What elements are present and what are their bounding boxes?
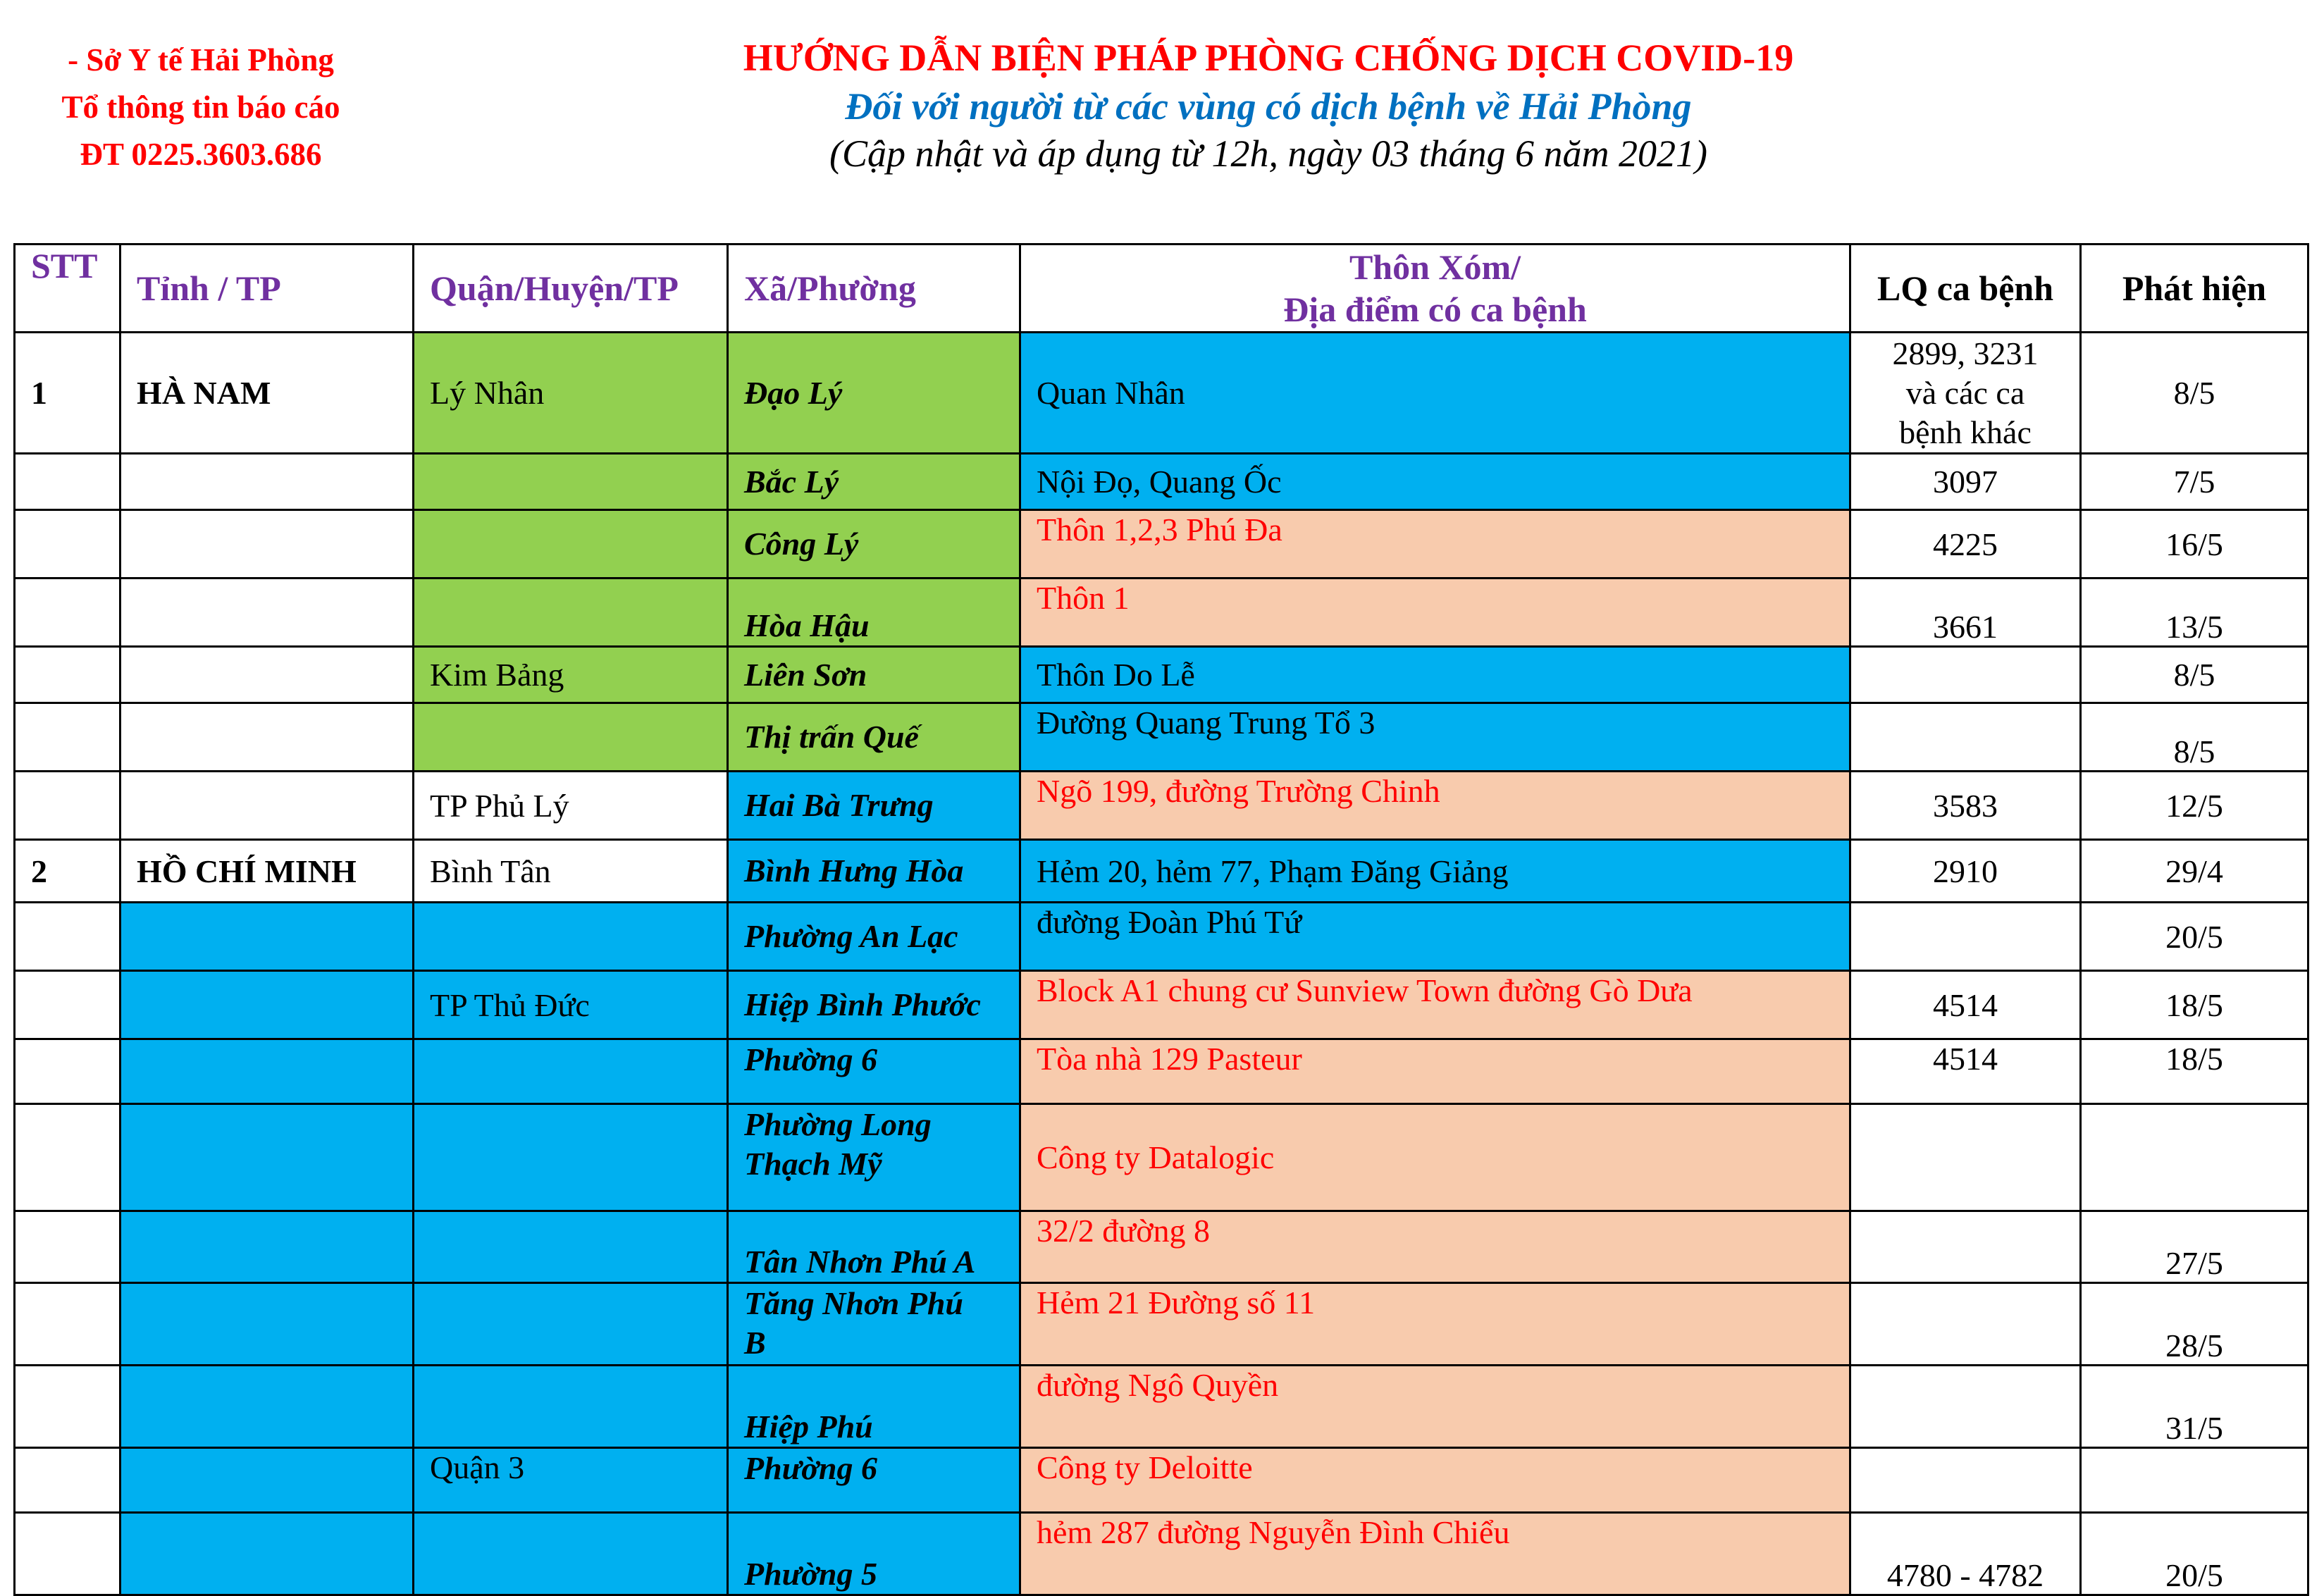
header-ward: Xã/Phường <box>728 245 1020 333</box>
cell-detected: 13/5 <box>2081 579 2308 647</box>
cell-ward: Hiệp Bình Phước <box>728 971 1020 1039</box>
cell-province <box>120 1039 414 1104</box>
cell-location: đường Đoàn Phú Tứ <box>1020 903 1850 971</box>
cell-district: Kim Bảng <box>414 647 728 703</box>
table-row <box>15 1513 2308 1595</box>
cell-location: Hẻm 20, hẻm 77, Phạm Đăng Giảng <box>1020 840 1850 903</box>
header-location-line1: Thôn Xóm/ <box>1349 247 1521 287</box>
cell-district: TP Thủ Đức <box>414 971 728 1039</box>
cell-related-cases <box>1850 647 2081 703</box>
cell-related-cases <box>1850 903 2081 971</box>
header-location-line2: Địa điểm có ca bệnh <box>1283 290 1587 329</box>
cell-province <box>120 579 414 647</box>
cell-detected: 27/5 <box>2081 1211 2308 1283</box>
ward-line1: Phường Long <box>744 1106 932 1142</box>
table-row <box>15 333 2308 454</box>
cell-province <box>120 1283 414 1366</box>
cell-province <box>120 703 414 772</box>
cell-stt <box>15 971 120 1039</box>
organization-info <box>14 37 388 178</box>
cell-detected: 8/5 <box>2081 333 2308 454</box>
table-row <box>15 1104 2308 1211</box>
document-date: (Cập nhật và áp dụng từ 12h, ngày 03 tháng 6 năm 2021) <box>829 132 1707 175</box>
cell-district <box>414 1211 728 1283</box>
cell-related-cases <box>1850 703 2081 772</box>
cell-stt <box>15 1211 120 1283</box>
header-detected: Phát hiện <box>2081 245 2308 333</box>
ward-line1: Tăng Nhơn Phú <box>744 1285 964 1321</box>
cell-province <box>120 971 414 1039</box>
cell-ward: Phường 6 <box>728 1448 1020 1513</box>
related-cases-line1: 2899, 3231 <box>1892 335 2039 371</box>
table-row <box>15 579 2308 647</box>
cell-stt <box>15 903 120 971</box>
cell-location: đường Ngô Quyền <box>1020 1366 1850 1448</box>
cell-ward: Phường An Lạc <box>728 903 1020 971</box>
cell-ward <box>728 1283 1020 1366</box>
cell-ward <box>728 1104 1020 1211</box>
related-cases-line2: và các ca <box>1905 374 2025 411</box>
header-district: Quận/Huyện/TP <box>414 245 728 333</box>
cell-stt <box>15 1513 120 1595</box>
header-location <box>1020 245 1850 333</box>
ward-line2: B <box>744 1325 766 1361</box>
document-subtitle: Đối với người từ các vùng có dịch bệnh về Hải Phòng <box>845 85 1692 128</box>
cell-location: Block A1 chung cư Sunview Town đường Gò Dưa <box>1020 971 1850 1039</box>
cell-province <box>120 510 414 579</box>
cell-location: Thôn 1 <box>1020 579 1850 647</box>
cell-detected: 28/5 <box>2081 1283 2308 1366</box>
header-related-cases: LQ ca bệnh <box>1850 245 2081 333</box>
cell-related-cases <box>1850 1283 2081 1366</box>
cell-location: Nội Đọ, Quang Ốc <box>1020 454 1850 510</box>
cell-related-cases <box>1850 1448 2081 1513</box>
table-row <box>15 454 2308 510</box>
header-province: Tỉnh / TP <box>120 245 414 333</box>
cell-ward: Đạo Lý <box>728 333 1020 454</box>
cell-province: HỒ CHÍ MINH <box>120 840 414 903</box>
cell-stt: 1 <box>15 333 120 454</box>
cell-location: 32/2 đường 8 <box>1020 1211 1850 1283</box>
table-row <box>15 1366 2308 1448</box>
cell-ward: Tân Nhơn Phú A <box>728 1211 1020 1283</box>
cell-ward: Phường 5 <box>728 1513 1020 1595</box>
cell-stt <box>15 579 120 647</box>
document-title: HƯỚNG DẪN BIỆN PHÁP PHÒNG CHỐNG DỊCH COVID-19 <box>743 37 1794 79</box>
cell-location: Thôn Do Lễ <box>1020 647 1850 703</box>
cell-district <box>414 703 728 772</box>
cell-stt <box>15 1104 120 1211</box>
cell-stt <box>15 647 120 703</box>
cell-district <box>414 1283 728 1366</box>
table-row <box>15 903 2308 971</box>
org-name: - Sở Y tế Hải Phòng <box>68 42 334 78</box>
cell-related-cases <box>1850 333 2081 454</box>
cell-stt <box>15 454 120 510</box>
cell-stt <box>15 1366 120 1448</box>
document-header <box>578 32 1959 178</box>
cell-related-cases: 3097 <box>1850 454 2081 510</box>
cell-detected: 18/5 <box>2081 971 2308 1039</box>
cell-ward: Phường 6 <box>728 1039 1020 1104</box>
cell-location: Công ty Datalogic <box>1020 1104 1850 1211</box>
cell-stt <box>15 1283 120 1366</box>
cell-district <box>414 454 728 510</box>
cell-location: Đường Quang Trung Tổ 3 <box>1020 703 1850 772</box>
table-row <box>15 1448 2308 1513</box>
cell-ward: Bắc Lý <box>728 454 1020 510</box>
cell-province <box>120 647 414 703</box>
cell-district <box>414 1039 728 1104</box>
cell-related-cases <box>1850 1366 2081 1448</box>
table-row <box>15 510 2308 579</box>
cell-ward: Hòa Hậu <box>728 579 1020 647</box>
cell-location: Thôn 1,2,3 Phú Đa <box>1020 510 1850 579</box>
cell-detected: 20/5 <box>2081 903 2308 971</box>
cell-province: HÀ NAM <box>120 333 414 454</box>
cell-detected: 7/5 <box>2081 454 2308 510</box>
cell-related-cases: 4780 - 4782 <box>1850 1513 2081 1595</box>
cell-detected: 29/4 <box>2081 840 2308 903</box>
cell-stt: 2 <box>15 840 120 903</box>
cell-ward: Thị trấn Quế <box>728 703 1020 772</box>
cell-location: Công ty Deloitte <box>1020 1448 1850 1513</box>
table-row <box>15 840 2308 903</box>
cell-province <box>120 1366 414 1448</box>
cell-detected: 20/5 <box>2081 1513 2308 1595</box>
table-row <box>15 703 2308 772</box>
table-row <box>15 1039 2308 1104</box>
ward-line2: Thạch Mỹ <box>744 1146 882 1182</box>
cell-related-cases: 2910 <box>1850 840 2081 903</box>
cell-stt <box>15 1039 120 1104</box>
cell-stt <box>15 703 120 772</box>
cell-province <box>120 1448 414 1513</box>
org-phone: ĐT 0225.3603.686 <box>80 137 322 172</box>
related-cases-line3: bệnh khác <box>1899 414 2032 450</box>
cell-related-cases: 4514 <box>1850 1039 2081 1104</box>
table-row <box>15 1211 2308 1283</box>
cell-detected: 18/5 <box>2081 1039 2308 1104</box>
cell-province <box>120 1104 414 1211</box>
cell-ward: Bình Hưng Hòa <box>728 840 1020 903</box>
cell-detected: 8/5 <box>2081 647 2308 703</box>
cell-stt <box>15 1448 120 1513</box>
outbreak-locations-table <box>13 243 2309 1596</box>
cell-district: Quận 3 <box>414 1448 728 1513</box>
cell-location: Hẻm 21 Đường số 11 <box>1020 1283 1850 1366</box>
org-team: Tổ thông tin báo cáo <box>61 89 340 125</box>
cell-related-cases <box>1850 1211 2081 1283</box>
cell-district <box>414 903 728 971</box>
header-stt: STT <box>15 245 120 333</box>
cell-stt <box>15 772 120 840</box>
table-row <box>15 971 2308 1039</box>
cell-location: Ngõ 199, đường Trường Chinh <box>1020 772 1850 840</box>
cell-district <box>414 510 728 579</box>
cell-related-cases: 4514 <box>1850 971 2081 1039</box>
cell-province <box>120 772 414 840</box>
cell-related-cases: 4225 <box>1850 510 2081 579</box>
table-header-row <box>15 245 2308 333</box>
table-row <box>15 647 2308 703</box>
cell-district <box>414 1104 728 1211</box>
cell-related-cases <box>1850 1104 2081 1211</box>
cell-ward: Hiệp Phú <box>728 1366 1020 1448</box>
cell-location: Tòa nhà 129 Pasteur <box>1020 1039 1850 1104</box>
cell-detected: 8/5 <box>2081 703 2308 772</box>
table-row <box>15 772 2308 840</box>
cell-province <box>120 454 414 510</box>
cell-detected <box>2081 1104 2308 1211</box>
cell-district <box>414 579 728 647</box>
cell-related-cases: 3583 <box>1850 772 2081 840</box>
cell-province <box>120 1513 414 1595</box>
cell-district: Bình Tân <box>414 840 728 903</box>
cell-detected: 12/5 <box>2081 772 2308 840</box>
table-row <box>15 1283 2308 1366</box>
cell-location: hẻm 287 đường Nguyễn Đình Chiểu <box>1020 1513 1850 1595</box>
cell-stt <box>15 510 120 579</box>
cell-district <box>414 1513 728 1595</box>
cell-province <box>120 903 414 971</box>
cell-related-cases: 3661 <box>1850 579 2081 647</box>
cell-ward: Công Lý <box>728 510 1020 579</box>
cell-district <box>414 1366 728 1448</box>
cell-location: Quan Nhân <box>1020 333 1850 454</box>
cell-detected <box>2081 1448 2308 1513</box>
cell-district: TP Phủ Lý <box>414 772 728 840</box>
cell-ward: Liên Sơn <box>728 647 1020 703</box>
cell-province <box>120 1211 414 1283</box>
cell-ward: Hai Bà Trưng <box>728 772 1020 840</box>
cell-detected: 31/5 <box>2081 1366 2308 1448</box>
cell-district: Lý Nhân <box>414 333 728 454</box>
cell-detected: 16/5 <box>2081 510 2308 579</box>
